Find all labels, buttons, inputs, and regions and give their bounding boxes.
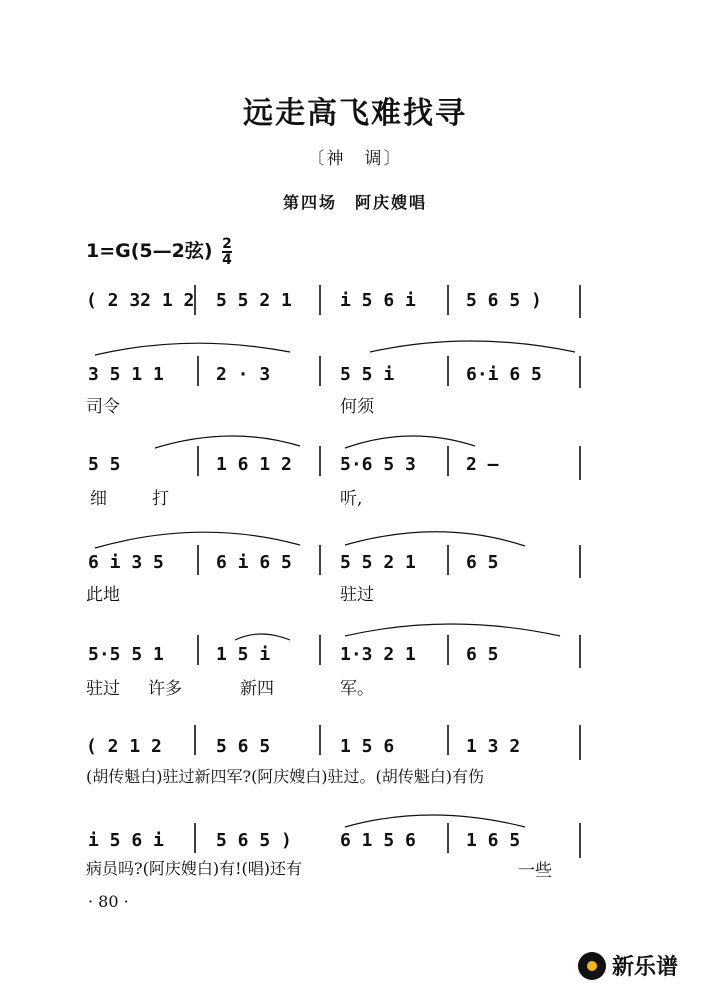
row-2-measure-2: 2 · 3 bbox=[216, 364, 271, 385]
row-5-lyric-1: 驻过 bbox=[86, 679, 120, 699]
row-4-lyric-2: 驻过 bbox=[340, 585, 374, 605]
row-4-lyric-1: 此地 bbox=[86, 585, 120, 605]
row-1-measure-1: ( 2 32 1 2 bbox=[86, 290, 195, 311]
row-6-measure-4: 1 3 2 bbox=[466, 736, 521, 757]
row-1-measure-3: i 5 6 i bbox=[340, 290, 416, 311]
row-4-measure-1: 6 i 3 5 bbox=[88, 552, 164, 573]
row-6-measure-2: 5 6 5 bbox=[216, 736, 271, 757]
row-7-measure-2: 5 6 5 ) bbox=[216, 830, 292, 851]
row-4-measure-3: 5 5 2 1 bbox=[340, 552, 416, 573]
row-5-measure-1: 5·5 5 1 bbox=[88, 644, 164, 665]
slurs-row-2 bbox=[95, 341, 575, 355]
row-3-lyric-1: 细 bbox=[90, 489, 107, 509]
time-sig-num: 2 bbox=[222, 235, 232, 252]
row-2-measure-1: 3 5 1 1 bbox=[88, 364, 164, 385]
row-3-measure-1: 5 5 bbox=[88, 454, 121, 475]
slurs-row-3 bbox=[155, 436, 475, 448]
row-5-lyric-3: 新四 bbox=[240, 679, 274, 699]
row-5-lyric-2: 许多 bbox=[148, 679, 182, 699]
row-7-lyric-2: 一些 bbox=[518, 861, 552, 881]
tune-name: 〔神 调〕 bbox=[307, 149, 403, 169]
time-sig-den: 4 bbox=[222, 251, 232, 268]
row-6-lyric-1: (胡传魁白)驻过新四军?(阿庆嫂白)驻过。(胡传魁白)有伤 bbox=[86, 767, 485, 786]
row-5-measure-2: 1 5 i bbox=[216, 644, 271, 665]
watermark-logo bbox=[578, 950, 678, 981]
row-6-measure-3: 1 5 6 bbox=[340, 736, 395, 757]
row-4-measure-2: 6 i 6 5 bbox=[216, 552, 292, 573]
row-3-lyric-3: 听, bbox=[340, 489, 363, 509]
row-3-measure-2: 1 6 1 2 bbox=[216, 454, 292, 475]
record-icon bbox=[578, 952, 606, 980]
row-3-lyric-2: 打 bbox=[152, 489, 169, 509]
row-2-measure-4: 6·i 6 5 bbox=[466, 364, 542, 385]
slurs-row-7 bbox=[345, 815, 525, 827]
row-2-lyric-1: 司令 bbox=[86, 397, 120, 417]
watermark-text: 新乐谱 bbox=[612, 955, 679, 980]
row-5-measure-4: 6 5 bbox=[466, 644, 499, 665]
row-3-measure-3: 5·6 5 3 bbox=[340, 454, 416, 475]
row-7-measure-3: 6 1 5 6 bbox=[340, 830, 416, 851]
row-7-measure-4: 1 6 5 bbox=[466, 830, 521, 851]
row-1-measure-4: 5 6 5 ) bbox=[466, 290, 542, 311]
page-number: · 80 · bbox=[88, 892, 129, 911]
slurs-row-4 bbox=[95, 532, 525, 548]
row-1-measure-2: 5 5 2 1 bbox=[216, 290, 292, 311]
row-6-measure-1: ( 2 1 2 bbox=[86, 736, 162, 757]
row-5-measure-3: 1·3 2 1 bbox=[340, 644, 416, 665]
row-3-measure-4: 2 – bbox=[466, 454, 499, 475]
key-text: 1=G(5—2弦) bbox=[86, 240, 213, 262]
row-7-measure-1: i 5 6 i bbox=[88, 830, 164, 851]
row-2-lyric-2: 何须 bbox=[340, 397, 374, 417]
song-title: 远走高飞难找寻 bbox=[243, 96, 467, 131]
row-5-lyric-4: 军。 bbox=[340, 679, 374, 699]
slurs-row-5 bbox=[235, 624, 560, 640]
row-2-measure-3: 5 5 i bbox=[340, 364, 395, 385]
row-7-lyric-1: 病员吗?(阿庆嫂白)有!(唱)还有 bbox=[86, 859, 302, 878]
scene-label: 第四场 阿庆嫂唱 bbox=[282, 193, 427, 212]
row-4-measure-4: 6 5 bbox=[466, 552, 499, 573]
